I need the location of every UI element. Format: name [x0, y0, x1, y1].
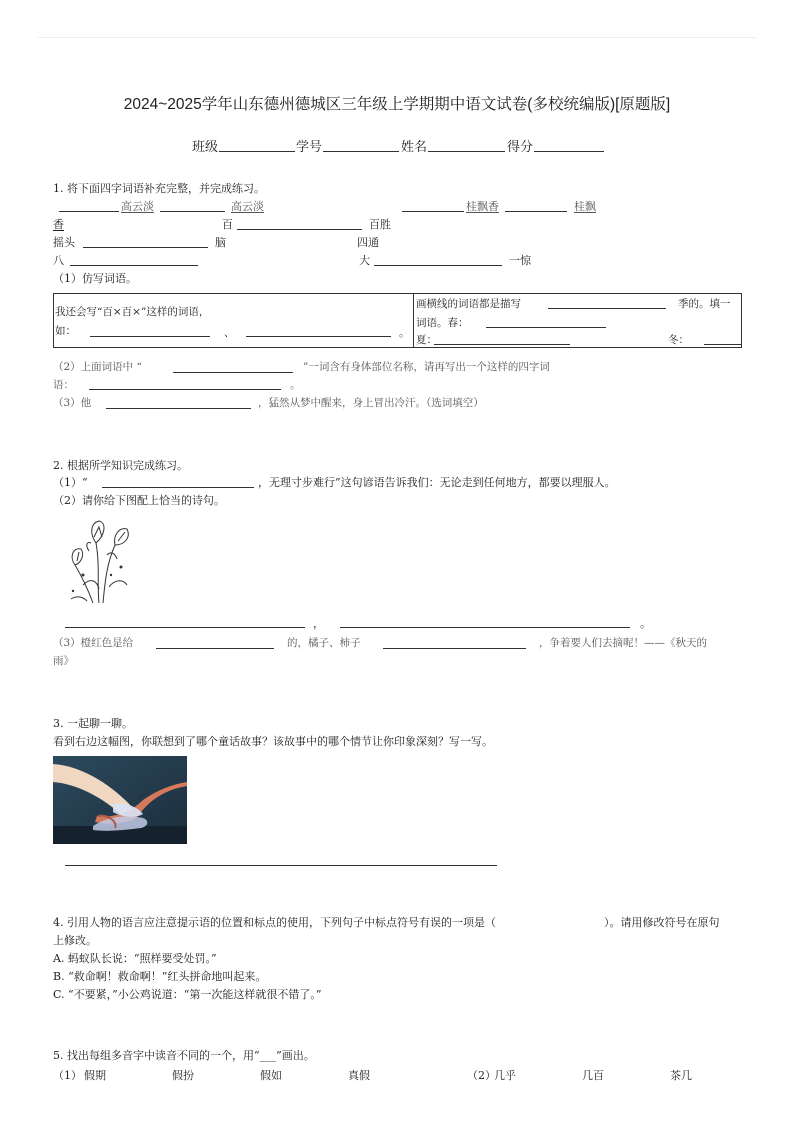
idiom-text: 桂飘香 [466, 200, 499, 213]
sub-question-2-text: ”一词含有身体部位名称，请再写出一个这样的四字词 [303, 361, 550, 373]
blank[interactable] [237, 229, 362, 230]
idiom-text: 八 [53, 254, 64, 267]
blank[interactable] [90, 336, 210, 337]
blank[interactable] [505, 211, 567, 212]
group-2-word[interactable]: 几乎 [494, 1069, 516, 1082]
class-blank[interactable] [219, 151, 295, 152]
group-2-word[interactable]: 茶几 [670, 1069, 692, 1082]
question-4-heading: 4. 引用人物的语言应注意提示语的位置和标点的使用，下列句子中标点符号有误的一项是（ [53, 916, 496, 929]
blank[interactable] [59, 211, 119, 212]
page-title: 2024~2025学年山东德州德城区三年级上学期期中语文试卷(多校统编版)[原题版] [123, 96, 671, 113]
idiom-text: 四通 [357, 236, 379, 249]
blank[interactable] [246, 336, 391, 337]
header-rule [38, 37, 756, 38]
box-right-line2: 词语。春： [416, 317, 469, 329]
blank[interactable] [383, 648, 526, 649]
question-4-heading-2: ）。请用修改符号在原句 [604, 916, 720, 929]
blank[interactable] [83, 247, 208, 248]
question-2-heading: 2. 根据所学知识完成练习。 [53, 459, 188, 472]
blank[interactable] [89, 389, 281, 390]
period: 。 [640, 617, 651, 630]
idiom-text: 一惊 [509, 254, 531, 267]
box-left-line2: 如： [55, 325, 76, 337]
sub-question-3: （3）他 [53, 397, 92, 409]
box-right-line1: 画横线的词语都是描写 [416, 298, 521, 310]
poem-blank-2[interactable] [340, 627, 630, 628]
name-blank[interactable] [428, 151, 505, 152]
score-label: 得分 [507, 139, 534, 154]
question-4-heading-3: 上修改。 [53, 934, 97, 947]
idiom-text: 香 [53, 218, 64, 231]
idiom-text: 桂飘 [574, 200, 596, 213]
blank[interactable] [486, 327, 606, 328]
box-right-line3: 夏： [416, 334, 437, 346]
blank[interactable] [156, 648, 274, 649]
option-b: B. “救命啊！救命啊！”红头拼命地叫起来。 [53, 970, 267, 983]
answer-line[interactable] [65, 865, 497, 866]
sub-question-3-text-2: ，争着要人们去摘呢！——《秋天的 [539, 637, 707, 649]
option-a: A. 蚂蚁队长说：“照样要受处罚。” [53, 952, 217, 965]
idiom-text: 百 [222, 218, 233, 231]
group-1-word[interactable]: 假如 [260, 1069, 282, 1082]
number-blank[interactable] [323, 151, 399, 152]
question-1-heading: 1. 将下面四字词语补充完整，并完成练习。 [53, 182, 265, 195]
group-2-word[interactable]: 几百 [582, 1069, 604, 1082]
idiom-text: 摇头 [53, 236, 75, 249]
blank[interactable] [173, 372, 293, 373]
blank[interactable] [374, 265, 502, 266]
blank[interactable] [102, 487, 254, 488]
flower-sketch-image [63, 515, 135, 605]
blank[interactable] [70, 265, 198, 266]
sub-question-3: （3）橙红色是给 [53, 637, 134, 649]
idiom-text: 百胜 [369, 218, 391, 231]
imitation-box [53, 293, 742, 348]
poem-blank-1[interactable] [65, 627, 305, 628]
blank[interactable] [160, 211, 225, 212]
blank[interactable] [106, 408, 251, 409]
question-5-heading: 5. 找出每组多音字中读音不同的一个，用“___”画出。 [53, 1049, 315, 1062]
name-label: 姓名 [401, 139, 428, 154]
score-blank[interactable] [534, 151, 604, 152]
option-c: C. “不要紧，”小公鸡说道：“第一次能这样就很不错了。” [53, 988, 322, 1001]
blank[interactable] [548, 308, 666, 309]
separator: 、 [224, 327, 235, 339]
box-right-line3b: 冬： [668, 334, 689, 346]
box-right-line1b: 季的。填一 [678, 298, 731, 310]
box-divider [413, 294, 414, 348]
blank[interactable] [402, 211, 464, 212]
sub-question-3-cont: 雨》 [53, 655, 74, 667]
comma: ， [313, 617, 324, 630]
sub-question-2-cont: 语： [53, 379, 74, 391]
sub-question-2: （2）请你给下图配上恰当的诗句。 [53, 494, 225, 507]
group-1-word[interactable]: 真假 [348, 1069, 370, 1082]
sub-question-1: （1）“ [53, 476, 88, 489]
idiom-text: 大 [359, 254, 370, 267]
blank[interactable] [704, 344, 742, 345]
sub-question-1-text: ，无理寸步难行”这句谚语告诉我们：无论走到任何地方，都要以理服人。 [258, 476, 616, 489]
box-left-line1: 我还会写“百×百×”这样的词语， [55, 306, 210, 318]
group-1-word[interactable]: 假期 [84, 1069, 106, 1082]
sub-question-3-text: 的，橘子、柿子 [287, 637, 361, 649]
question-3-heading: 3. 一起聊一聊。 [53, 717, 133, 730]
group-1-word[interactable]: 假扮 [172, 1069, 194, 1082]
sub-question-3-text: ，猛然从梦中醒来，身上冒出冷汗。（选词填空） [258, 397, 484, 409]
idiom-text: 脑 [215, 236, 226, 249]
period: 。 [399, 327, 410, 339]
sub-question-2: （2）上面词语中 “ [53, 361, 142, 373]
blank[interactable] [434, 344, 570, 345]
group-2-label: （2） [467, 1069, 496, 1082]
period: 。 [290, 379, 301, 391]
sub-question-1: （1）仿写词语。 [53, 272, 137, 285]
idiom-text: 高云淡 [231, 200, 264, 213]
number-label: 学号 [296, 139, 323, 154]
group-1-label: （1） [53, 1069, 82, 1082]
idiom-text: 高云淡 [121, 200, 154, 213]
class-label: 班级 [192, 139, 219, 154]
question-3-prompt: 看到右边这幅图，你联想到了哪个童话故事？该故事中的哪个情节让你印象深刻？写一写。 [53, 735, 493, 748]
glass-slipper-image [53, 756, 187, 844]
